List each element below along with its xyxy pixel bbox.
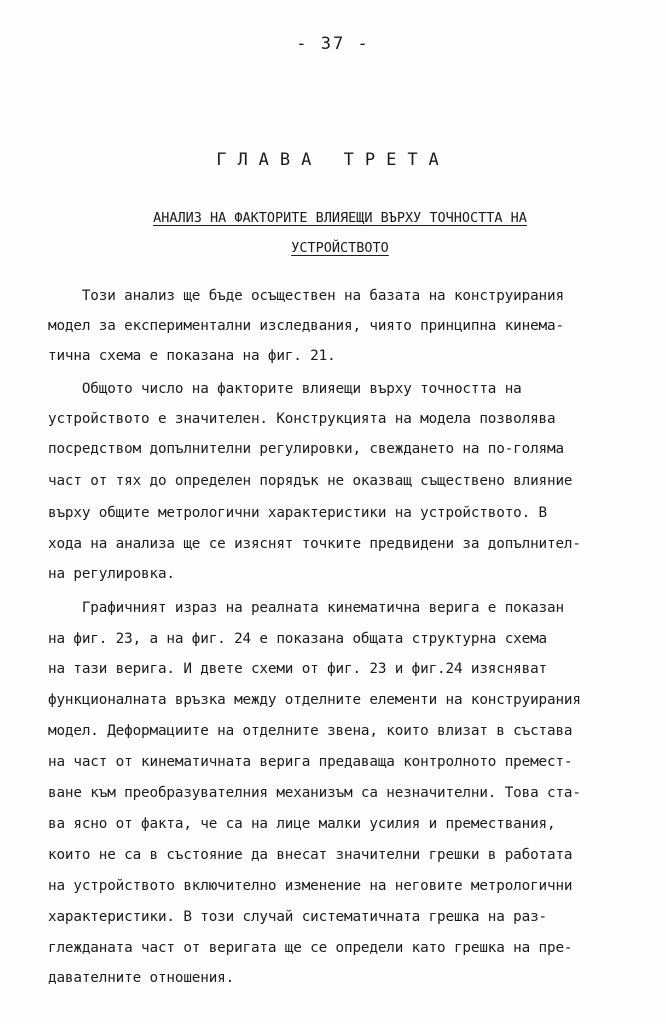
body-line: ва ясно от факта, че са на лице малки усилия и премествания, — [48, 816, 556, 832]
body-line: модел за експериментални изследвания, чиято принципна кинема- — [48, 318, 564, 334]
body-line: тична схема е показана на фиг. 21. — [48, 348, 336, 364]
body-line: върху общите метрологични характеристики на устройството. В — [48, 505, 547, 521]
body-line: модел. Деформациите на отделните звена, които влизат в състава — [48, 723, 573, 739]
body-line: на част от кинематичната верига предаваща контролното премест- — [48, 754, 573, 770]
body-line: на устройството включително изменение на неговите метрологични — [48, 878, 573, 894]
section-title-line-2: УСТРОЙСТВОТО — [291, 240, 389, 256]
section-title — [50, 203, 630, 263]
body-line: на регулировка. — [48, 566, 175, 582]
body-line: устройството е значителен. Конструкцията на модела позволява — [48, 411, 556, 427]
body-line: Общото число на факторите влияещи върху точността на — [48, 381, 522, 397]
section-title-line-1: АНАЛИЗ НА ФАКТОРИТЕ ВЛИЯЕЩИ ВЪРХУ ТОЧНОСТТА НА — [153, 210, 527, 226]
body-line: хода на анализа ще се изяснят точките предвидени за допълнител- — [48, 536, 581, 552]
body-line: на тази верига. И двете схеми от фиг. 23 и фиг.24 изясняват — [48, 661, 547, 677]
body-line: характеристики. В този случай систематичната грешка на раз- — [48, 909, 547, 925]
body-line: функционалната връзка между отделните елементи на конструирания — [48, 692, 581, 708]
body-line: глежданата част от веригата ще се определи като грешка на пре- — [48, 940, 573, 956]
body-line: ване към преобразувателния механизъм са незначителни. Това ста- — [48, 785, 581, 801]
body-line: посредством допълнителни регулировки, свеждането на по-голяма — [48, 441, 564, 457]
chapter-title: ГЛАВА ТРЕТА — [216, 150, 450, 170]
body-line: Графичният израз на реалната кинематична верига е показан — [48, 600, 564, 616]
body-line: давателните отношения. — [48, 970, 235, 986]
page-number: - 37 - — [296, 34, 370, 54]
body-line: на фиг. 23, а на фиг. 24 е показана общата структурна схема — [48, 631, 547, 647]
body-line: Този анализ ще бъде осъществен на базата на конструирания — [48, 288, 564, 304]
body-line: които не са в състояние да внесат значителни грешки в работата — [48, 847, 573, 863]
body-line: част от тях до определен порядък не оказващ съществено влияние — [48, 473, 573, 489]
